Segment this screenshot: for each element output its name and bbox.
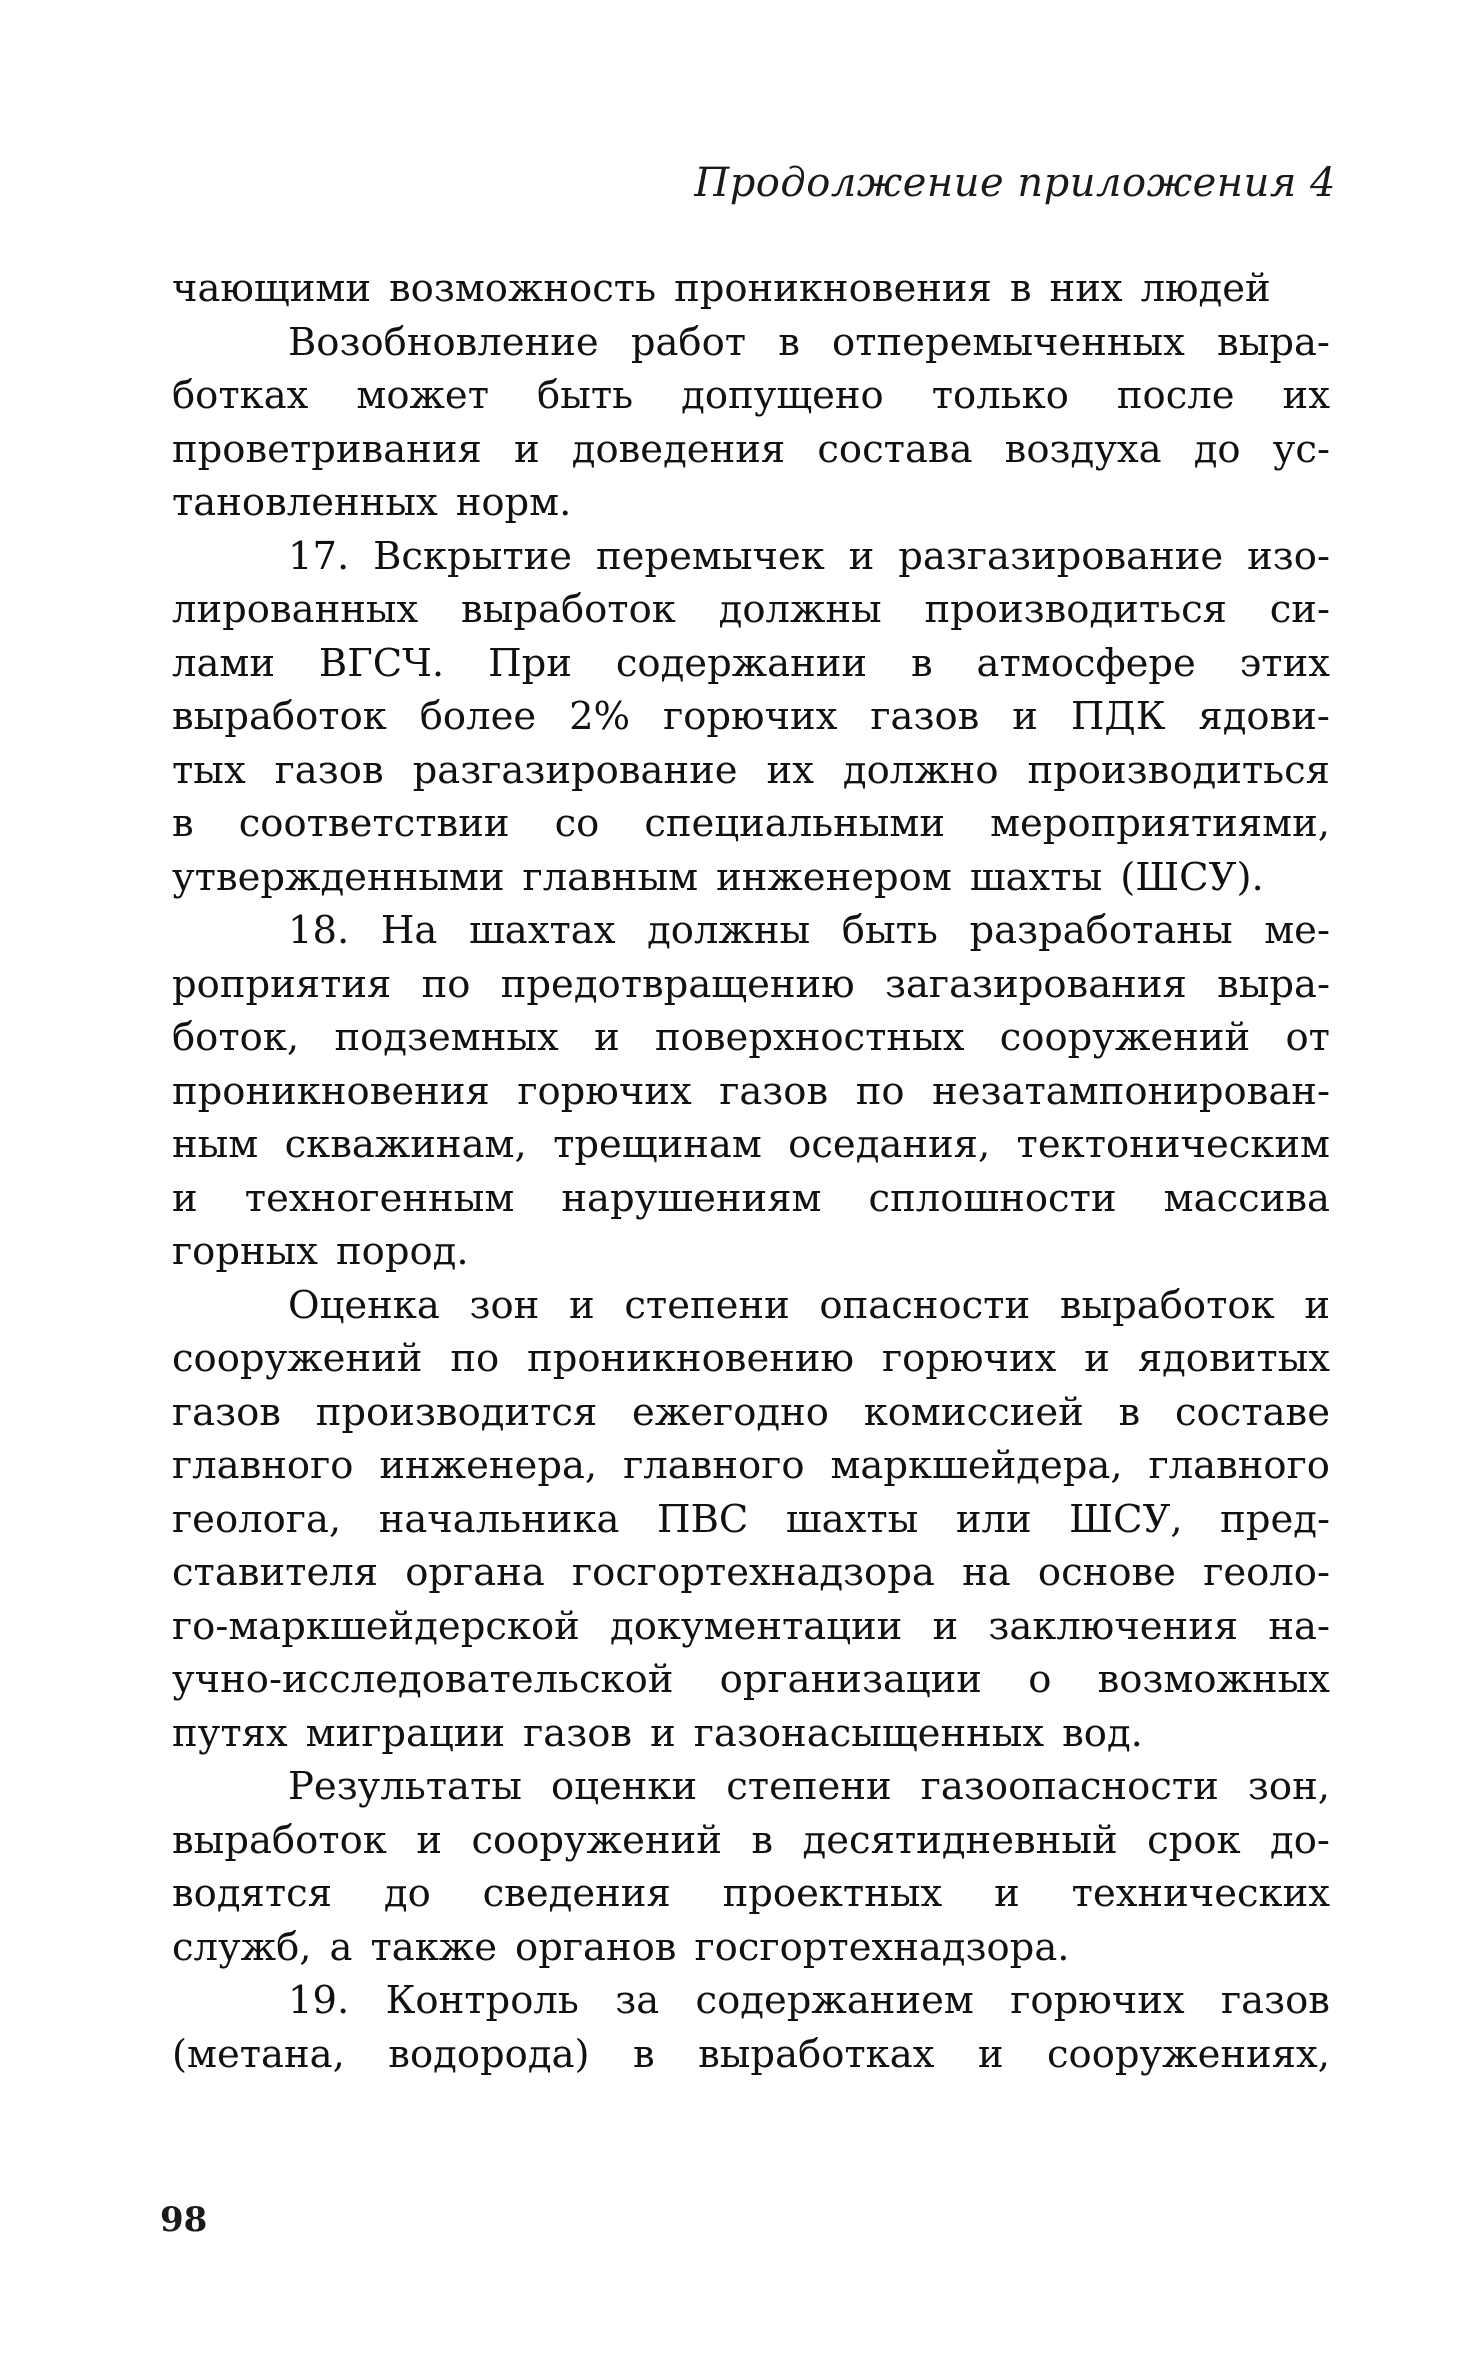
word: 18. <box>288 908 350 953</box>
text-line <box>172 1814 1330 1868</box>
word: проникновению <box>527 1336 855 1381</box>
word: госгортехнадзора. <box>694 1924 1070 1970</box>
text-line <box>172 476 1330 530</box>
text-line <box>172 1921 1330 1975</box>
word: от <box>1285 1015 1330 1060</box>
word: и <box>513 426 540 472</box>
word: горючих <box>881 1336 1057 1381</box>
word: выра- <box>1217 319 1330 365</box>
word: ме- <box>1264 908 1330 953</box>
word: комиссией <box>863 1389 1084 1435</box>
word: по <box>855 1068 905 1114</box>
word: десятидневный <box>802 1817 1118 1863</box>
word: боток, <box>172 1015 300 1060</box>
word: тектоническим <box>1016 1122 1330 1167</box>
word: мероприятиями, <box>990 801 1330 846</box>
word: водорода) <box>388 2031 590 2077</box>
word: выработок <box>172 1817 387 1863</box>
word: Возобновление <box>288 319 599 365</box>
word: (ШСУ). <box>1120 854 1264 900</box>
word: или <box>955 1496 1032 1542</box>
word: проникновения <box>172 1068 490 1114</box>
word: поверхностных <box>655 1015 965 1060</box>
word: документации <box>609 1603 903 1649</box>
word: и <box>848 533 875 579</box>
text-line <box>172 637 1330 691</box>
text-line <box>172 1439 1330 1493</box>
word: и <box>172 1175 198 1221</box>
word: в <box>910 640 933 686</box>
word: составе <box>1174 1389 1330 1435</box>
word: в <box>172 801 194 846</box>
text-line <box>172 1546 1330 1600</box>
word: 17. <box>288 533 350 579</box>
text-line <box>172 1279 1330 1333</box>
word: атмосфере <box>976 640 1196 686</box>
word: ШСУ, <box>1069 1496 1183 1542</box>
word: возможность <box>389 266 657 311</box>
word: газов <box>1220 1978 1330 2023</box>
text-line <box>172 423 1330 477</box>
word: водятся <box>172 1871 332 1916</box>
word: газов <box>719 1068 829 1114</box>
word: выработок <box>172 694 387 739</box>
word: и <box>994 1871 1020 1916</box>
word: основе <box>1037 1550 1176 1595</box>
word: их <box>1282 373 1330 418</box>
word: си- <box>1269 587 1330 632</box>
word: газов <box>172 1389 281 1435</box>
word: и <box>977 2031 1004 2077</box>
word: опасности <box>819 1282 1031 1328</box>
word: ус- <box>1272 426 1330 472</box>
word: норм. <box>455 480 572 525</box>
word: только <box>931 373 1069 418</box>
word: 2% <box>569 694 631 739</box>
page-number: 98 <box>160 2200 208 2240</box>
word: сооружений <box>172 1336 423 1381</box>
word: и <box>932 1603 959 1649</box>
word: Оценка <box>288 1282 440 1328</box>
word: на <box>962 1550 1011 1595</box>
word: путях <box>172 1710 288 1756</box>
word: газов <box>523 1710 633 1756</box>
word: до- <box>1270 1817 1330 1863</box>
word: разработаны <box>969 908 1233 953</box>
word: быть <box>841 908 938 953</box>
word: после <box>1116 373 1235 418</box>
word: разгазирование <box>898 533 1224 579</box>
word: также <box>370 1924 498 1970</box>
word: шахты <box>969 854 1103 900</box>
word: производиться <box>924 587 1227 632</box>
word: инженера, <box>379 1443 598 1488</box>
text-line <box>172 262 1330 316</box>
word: ПДК <box>1070 694 1166 739</box>
word: лированных <box>172 587 419 632</box>
text-line <box>172 583 1330 637</box>
word: этих <box>1239 640 1330 686</box>
word: соответствии <box>238 801 510 846</box>
word: до <box>383 1871 431 1916</box>
text-line <box>172 1974 1330 2028</box>
word: миграции <box>305 1710 506 1756</box>
word: ВГСЧ. <box>318 640 445 686</box>
word: го-маркшейдерской <box>172 1603 580 1649</box>
word: содержании <box>615 640 868 686</box>
word: в <box>751 1817 774 1863</box>
word: возможных <box>1097 1657 1330 1702</box>
text-line <box>172 1707 1330 1761</box>
word: горючих <box>517 1068 692 1114</box>
word: горных <box>172 1229 319 1274</box>
word: о <box>1028 1657 1052 1702</box>
word: производиться <box>1027 747 1330 793</box>
word: газоопасности <box>920 1764 1219 1809</box>
word: зон <box>469 1282 540 1328</box>
word: проветривания <box>172 426 482 472</box>
text-line <box>172 1011 1330 1065</box>
word: в <box>632 2031 655 2077</box>
text-line <box>172 851 1330 905</box>
word: со <box>554 801 600 846</box>
word: маркшейдера, <box>830 1443 1123 1488</box>
text-line <box>172 316 1330 370</box>
word: тановленных <box>172 480 438 525</box>
word: инженером <box>716 854 952 900</box>
word: органа <box>405 1550 545 1595</box>
text-line <box>172 530 1330 584</box>
word: служб, <box>172 1924 312 1970</box>
word: сплошности <box>868 1175 1117 1221</box>
word: Контроль <box>385 1978 579 2023</box>
word: содержанием <box>695 1978 974 2023</box>
word: техногенным <box>244 1175 515 1221</box>
word: утвержденными <box>172 854 505 900</box>
word: скважинам, <box>284 1122 527 1167</box>
text-line <box>172 797 1330 851</box>
word: нарушениям <box>561 1175 822 1221</box>
word: горючих <box>663 694 838 739</box>
word: главного <box>1148 1443 1330 1488</box>
word: ботках <box>172 373 309 418</box>
word: и <box>568 1282 595 1328</box>
word: их <box>766 747 814 793</box>
word: воздуха <box>1004 426 1162 472</box>
word: проектных <box>722 1871 943 1916</box>
text-line <box>172 1332 1330 1386</box>
word: (метана, <box>172 2031 345 2077</box>
text-line <box>172 1600 1330 1654</box>
word: ядовитых <box>1137 1336 1330 1381</box>
text-line <box>172 369 1330 423</box>
word: ПВС <box>657 1496 749 1542</box>
word: ставителя <box>172 1550 378 1595</box>
word: допущено <box>681 373 884 418</box>
word: заключения <box>988 1603 1239 1649</box>
word: доведения <box>571 426 786 472</box>
word: учно-исследовательской <box>172 1657 674 1702</box>
word: сведения <box>482 1871 671 1916</box>
text-line <box>172 1065 1330 1119</box>
word: степени <box>624 1282 790 1328</box>
word: на- <box>1268 1603 1330 1649</box>
word: загазирования <box>884 961 1187 1007</box>
word: главным <box>522 854 699 900</box>
text-line <box>172 690 1330 744</box>
word: органов <box>515 1924 677 1970</box>
word: выработок <box>461 587 676 632</box>
word: разгазирование <box>412 747 738 793</box>
text-line <box>172 1493 1330 1547</box>
word: людей <box>1140 266 1271 311</box>
word: Вскрытие <box>373 533 573 579</box>
word: в <box>778 319 800 365</box>
word: степени <box>726 1764 892 1809</box>
word: шахты <box>785 1496 919 1542</box>
word: должны <box>718 587 882 632</box>
word: должны <box>647 908 811 953</box>
word: предотвращению <box>500 961 855 1007</box>
word: незатампонирован- <box>932 1068 1330 1114</box>
word: Результаты <box>288 1764 522 1809</box>
word: главного <box>623 1443 805 1488</box>
word: газов <box>870 694 980 739</box>
word: работ <box>630 319 747 365</box>
word: горючих <box>1010 1978 1185 2023</box>
word: На <box>380 908 438 953</box>
word: организации <box>719 1657 982 1702</box>
word: и <box>1012 694 1038 739</box>
word: состава <box>817 426 973 472</box>
word: 19. <box>288 1978 350 2023</box>
text-line <box>172 1760 1330 1814</box>
word: ежегодно <box>632 1389 829 1435</box>
word: выработках <box>698 2031 935 2077</box>
word: технических <box>1071 1871 1330 1916</box>
text-line <box>172 1225 1330 1279</box>
word: роприятия <box>172 961 392 1007</box>
word: газонасыщенных <box>693 1710 1045 1756</box>
word: и <box>650 1710 676 1756</box>
text-line <box>172 1867 1330 1921</box>
word: до <box>1193 426 1241 472</box>
word: газов <box>274 747 384 793</box>
word: быть <box>537 373 634 418</box>
text-line <box>172 1118 1330 1172</box>
word: сооружениях, <box>1046 2031 1330 2077</box>
word: При <box>488 640 572 686</box>
word: в <box>1009 266 1032 311</box>
word: пород. <box>336 1229 469 1274</box>
word: сооружений <box>999 1015 1251 1060</box>
text-line <box>172 1172 1330 1226</box>
word: трещинам <box>553 1122 762 1167</box>
body-text <box>172 262 1330 2081</box>
word: может <box>356 373 490 418</box>
word: госгортехнадзора <box>572 1550 935 1595</box>
word: в <box>1118 1389 1141 1435</box>
word: ядови- <box>1198 694 1330 739</box>
word: срок <box>1147 1817 1241 1863</box>
word: выработок <box>1059 1282 1275 1328</box>
word: за <box>615 1978 660 2023</box>
word: и <box>1304 1282 1330 1328</box>
word: шахтах <box>469 908 616 953</box>
word: более <box>419 694 537 739</box>
word: вод. <box>1062 1710 1143 1756</box>
word: главного <box>172 1443 354 1488</box>
word: и <box>1084 1336 1110 1381</box>
word: чающими <box>172 266 371 311</box>
word: и <box>594 1015 620 1060</box>
word: отперемыченных <box>832 319 1185 365</box>
word: них <box>1049 266 1123 311</box>
text-line <box>172 744 1330 798</box>
word: геоло- <box>1203 1550 1330 1595</box>
word: по <box>450 1336 500 1381</box>
word: перемычек <box>596 533 825 579</box>
word: производится <box>315 1389 598 1435</box>
word: геолога, <box>172 1496 342 1542</box>
text-line <box>172 2028 1330 2082</box>
running-header: Продолжение приложения 4 <box>694 160 1336 206</box>
word: массива <box>1163 1175 1330 1221</box>
word: зон, <box>1247 1764 1330 1809</box>
word: лами <box>172 640 276 686</box>
word: пред- <box>1220 1496 1330 1542</box>
word: оценки <box>551 1764 698 1809</box>
word: проникновения <box>674 266 992 311</box>
word: тых <box>172 747 246 793</box>
word: должно <box>842 747 999 793</box>
text-line <box>172 958 1330 1012</box>
text-line <box>172 1653 1330 1707</box>
word: а <box>329 1924 353 1970</box>
word: специальными <box>644 801 946 846</box>
word: выра- <box>1217 961 1330 1007</box>
text-line <box>172 904 1330 958</box>
word: по <box>421 961 471 1007</box>
word: и <box>416 1817 442 1863</box>
word: изо- <box>1247 533 1330 579</box>
text-line <box>172 1386 1330 1440</box>
word: начальника <box>378 1496 620 1542</box>
word: ным <box>172 1122 259 1167</box>
word: сооружений <box>471 1817 722 1863</box>
word: оседания, <box>788 1122 991 1167</box>
word: подземных <box>334 1015 559 1060</box>
